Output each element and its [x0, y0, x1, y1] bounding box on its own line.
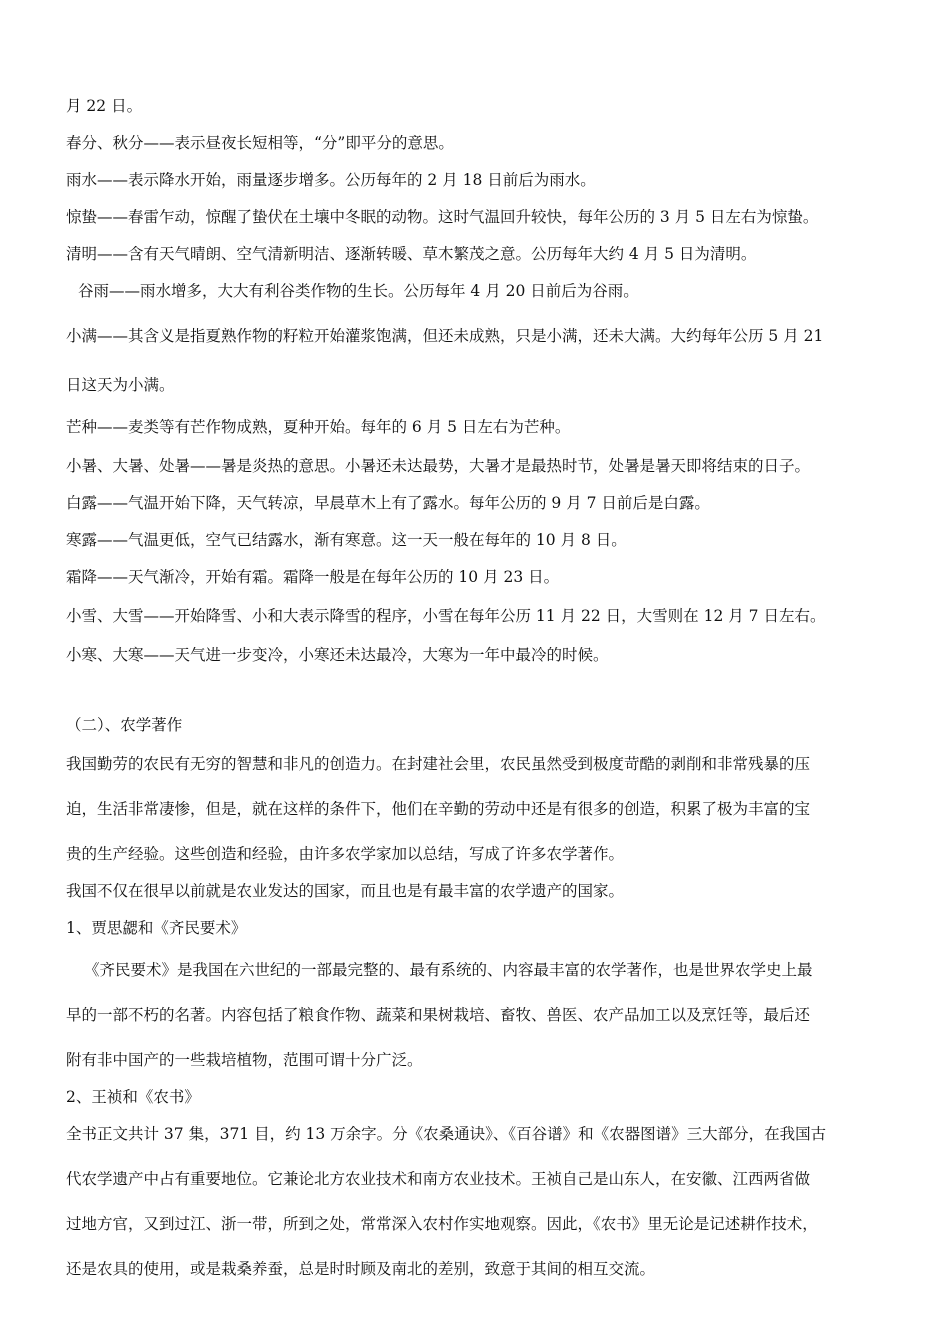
term-line: 月 22 日。 [66, 97, 143, 115]
term-line: 霜降——天气渐冷，开始有霜。霜降一般是在每年公历的 10 月 23 日。 [66, 568, 560, 586]
term-line: 雨水——表示降水开始，雨量逐步增多。公历每年的 2 月 18 日前后为雨水。 [66, 171, 596, 189]
paragraph-line: 过地方官，又到过江、浙一带，所到之处，常常深入农村作实地观察。因此，《农书》里无论是记述耕作技术， [66, 1215, 818, 1233]
term-line: 白露——气温开始下降，天气转凉，早晨草木上有了露水。每年公历的 9 月 7 日前后是白露。 [66, 494, 710, 512]
paragraph-line: 我国不仅在很早以前就是农业发达的国家，而且也是有最丰富的农学遗产的国家。 [66, 882, 625, 900]
paragraph-line: 贵的生产经验。这些创造和经验，由许多农学家加以总结，写成了许多农学著作。 [66, 845, 625, 863]
term-line: 芒种——麦类等有芒作物成熟，夏种开始。每年的 6 月 5 日左右为芒种。 [66, 418, 571, 436]
paragraph-line: 迫，生活非常凄惨，但是，就在这样的条件下，他们在辛勤的劳动中还是有很多的创造，积累了极为丰富的宝 [66, 800, 811, 818]
paragraph-line: 我国勤劳的农民有无穷的智慧和非凡的创造力。在封建社会里，农民虽然受到极度苛酷的剥削和非常残暴的压 [66, 755, 811, 773]
term-line: 小满——其含义是指夏熟作物的籽粒开始灌浆饱满，但还未成熟，只是小满，还未大满。大约每年公历 5 月 21 [66, 327, 824, 345]
section-heading: （二）、农学著作 [66, 716, 183, 734]
term-line: 小暑、大暑、处暑——暑是炎热的意思。小暑还未达最势，大暑才是最热时节，处暑是暑天即将结束的日子。 [66, 457, 811, 475]
term-line: 惊蛰——春雷乍动，惊醒了蛰伏在土壤中冬眠的动物。这时气温回升较快，每年公历的 3 月 5 日左右为惊蛰。 [66, 208, 819, 226]
term-line: 清明——含有天气晴朗、空气清新明洁、逐渐转暖、草木繁茂之意。公历每年大约 4 月 5 日为清明。 [66, 245, 757, 263]
subsection-heading: 2、王祯和《农书》 [66, 1088, 200, 1106]
paragraph-line: 《齐民要术》是我国在六世纪的一部最完整的、最有系统的、内容最丰富的农学著作，也是世界农学史上最 [84, 961, 813, 979]
term-line: 小寒、大寒——天气进一步变冷，小寒还未达最冷，大寒为一年中最冷的时候。 [66, 646, 609, 664]
subsection-heading: 1、贾思勰和《齐民要术》 [66, 919, 247, 937]
term-line: 日这天为小满。 [66, 376, 175, 394]
paragraph-line: 早的一部不朽的名著。内容包括了粮食作物、蔬菜和果树栽培、畜牧、兽医、农产品加工以及烹饪等，最后还 [66, 1006, 811, 1024]
term-line: 春分、秋分——表示昼夜长短相等，“分”即平分的意思。 [66, 134, 454, 152]
term-line: 寒露——气温更低，空气已结露水，渐有寒意。这一天一般在每年的 10 月 8 日。 [66, 531, 627, 549]
paragraph-line: 代农学遗产中占有重要地位。它兼论北方农业技术和南方农业技术。王祯自己是山东人，在安徽、江西两省做 [66, 1170, 811, 1188]
document-page [66, 96, 886, 1279]
term-line: 谷雨——雨水增多，大大有利谷类作物的生长。公历每年 4 月 20 日前后为谷雨。 [78, 282, 639, 300]
paragraph-line: 还是农具的使用，或是栽桑养蚕，总是时时顾及南北的差别，致意于其间的相互交流。 [66, 1260, 656, 1278]
paragraph-line: 全书正文共计 37 集，371 目，约 13 万余字。分《农桑通诀》、《百谷谱》和《农器图谱》三大部分，在我国古 [66, 1125, 827, 1143]
term-line: 小雪、大雪——开始降雪、小和大表示降雪的程序，小雪在每年公历 11 月 22 日，大雪则在 12 月 7 日左右。 [66, 607, 826, 625]
paragraph-line: 附有非中国产的一些栽培植物，范围可谓十分广泛。 [66, 1051, 423, 1069]
